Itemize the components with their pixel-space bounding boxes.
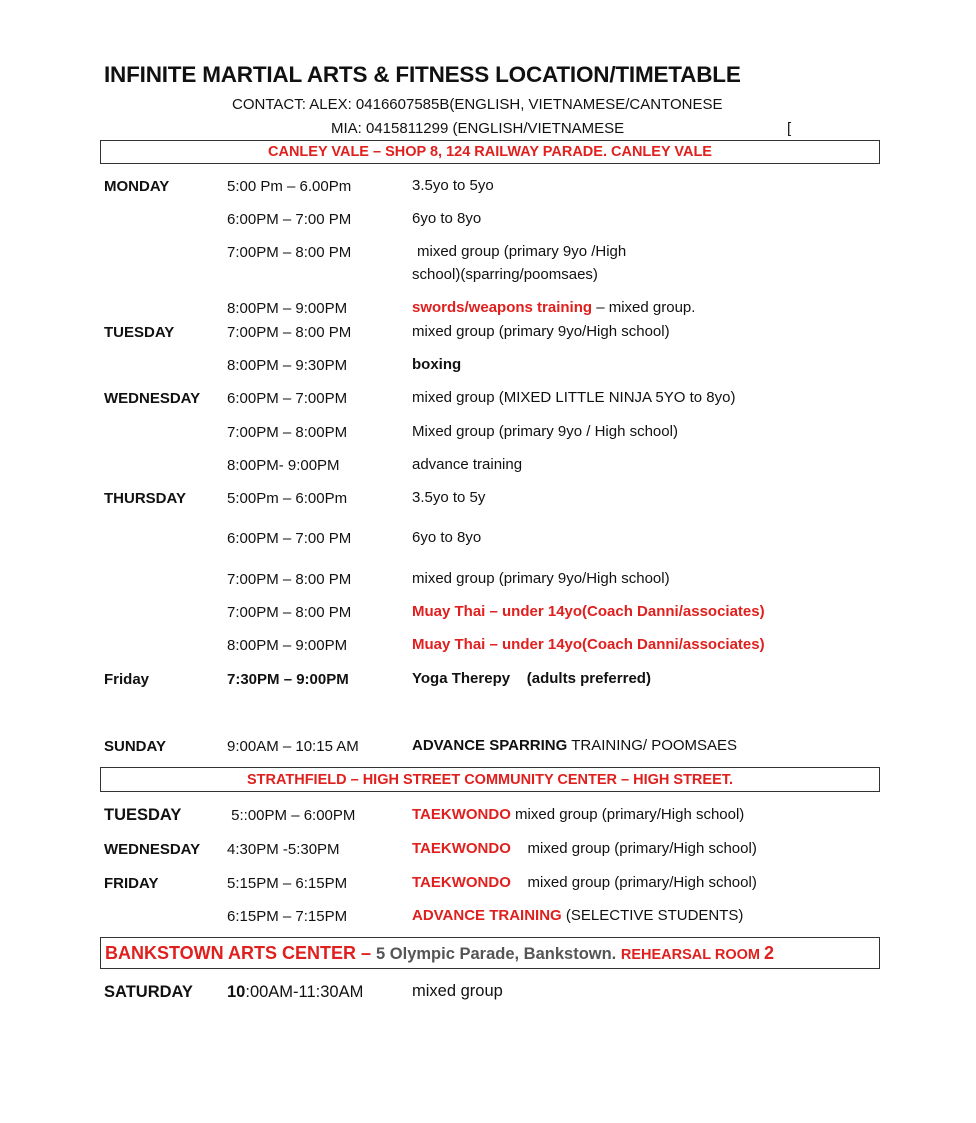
tuesday-class-2: boxing <box>412 356 462 373</box>
bankstown-location-header <box>100 937 880 969</box>
sunday-class-1 <box>412 734 737 757</box>
strathfield-day-friday: FRIDAY <box>104 875 159 892</box>
strathfield-tuesday-time: 5::00PM – 6:00PM <box>227 807 356 824</box>
friday-time-1: 7:30PM – 9:00PM <box>227 671 349 688</box>
strathfield-day-tuesday: TUESDAY <box>104 806 182 824</box>
canley-vale-location-header <box>100 140 880 164</box>
strathfield-day-wednesday: WEDNESDAY <box>104 841 201 858</box>
bankstown-saturday-class: mixed group <box>412 982 503 1000</box>
contact-line-mia: MIA: 0415811299 (ENGLISH/VIETNAMESE <box>331 120 625 137</box>
page-title: INFINITE MARTIAL ARTS & FITNESS LOCATION/TIMETABLE <box>104 62 741 87</box>
monday-class-3-line2: school)(sparring/poomsaes) <box>412 266 598 283</box>
monday-time-3: 7:00PM – 8:00 PM <box>227 244 352 261</box>
thursday-time-5: 8:00PM – 9:00PM <box>227 637 348 654</box>
strathfield-wednesday-class <box>412 837 757 860</box>
thursday-class-4-muay-thai: Muay Thai – under 14yo(Coach Danni/associates) <box>412 603 765 620</box>
bankstown-saturday-time <box>227 983 363 1002</box>
strathfield-tuesday-class-rest: mixed group (primary/High school) <box>510 806 745 823</box>
friday-class-1: Yoga Therepy (adults preferred) <box>412 670 651 687</box>
bankstown-time-rest: :00AM-11:30AM <box>245 983 364 1001</box>
taekwondo-label: TAEKWONDO <box>412 840 511 857</box>
tuesday-class-1: mixed group (primary 9yo/High school) <box>412 323 670 340</box>
tuesday-time-1: 7:00PM – 8:00 PM <box>227 324 352 341</box>
day-thursday: THURSDAY <box>104 490 186 507</box>
thursday-time-2: 6:00PM – 7:00 PM <box>227 530 352 547</box>
monday-time-2: 6:00PM – 7:00 PM <box>227 211 352 228</box>
strathfield-friday-time-2: 6:15PM – 7:15PM <box>227 908 348 925</box>
thursday-class-5-muay-thai: Muay Thai – under 14yo(Coach Danni/associates) <box>412 636 765 653</box>
day-friday: Friday <box>104 671 150 688</box>
wednesday-time-1: 6:00PM – 7:00PM <box>227 390 348 407</box>
bankstown-location-text <box>105 943 774 964</box>
advance-sparring-label: ADVANCE SPARRING <box>412 737 568 754</box>
thursday-time-4: 7:00PM – 8:00 PM <box>227 604 352 621</box>
monday-class-1: 3.5yo to 5yo <box>412 177 494 194</box>
bankstown-venue-name: BANKSTOWN ARTS CENTER – <box>105 943 377 963</box>
thursday-time-1: 5:00Pm – 6:00Pm <box>227 490 348 507</box>
strathfield-friday-class-1 <box>412 871 757 894</box>
monday-time-1: 5:00 Pm – 6.00Pm <box>227 178 352 195</box>
monday-class-4-rest: – mixed group. <box>592 299 696 316</box>
day-wednesday: WEDNESDAY <box>104 390 201 407</box>
bankstown-time-hour: 10 <box>227 983 246 1001</box>
thursday-time-3: 7:00PM – 8:00 PM <box>227 571 352 588</box>
monday-class-2: 6yo to 8yo <box>412 210 482 227</box>
strathfield-wednesday-class-rest: mixed group (primary/High school) <box>510 840 757 857</box>
thursday-class-1: 3.5yo to 5y <box>412 489 486 506</box>
thursday-class-2: 6yo to 8yo <box>412 529 482 546</box>
bankstown-day-saturday: SATURDAY <box>104 983 193 1001</box>
strathfield-friday-time-1: 5:15PM – 6:15PM <box>227 875 348 892</box>
thursday-class-3: mixed group (primary 9yo/High school) <box>412 570 670 587</box>
sunday-time-1: 9:00AM – 10:15 AM <box>227 738 359 755</box>
monday-class-3-line1: mixed group (primary 9yo /High <box>417 243 627 260</box>
weapons-training-label: swords/weapons training <box>412 299 593 316</box>
strathfield-tuesday-class <box>412 803 744 826</box>
sunday-class-1-rest: TRAINING/ POOMSAES <box>567 737 738 754</box>
wednesday-class-3: advance training <box>412 456 523 473</box>
strathfield-location-text: STRATHFIELD – HIGH STREET COMMUNITY CENTER – HIGH STREET. <box>246 772 734 788</box>
bankstown-address: 5 Olympic Parade, Bankstown. <box>376 945 621 963</box>
wednesday-time-3: 8:00PM- 9:00PM <box>227 457 340 474</box>
stray-bracket: [ <box>787 120 792 137</box>
rehearsal-room-number: 2 <box>764 943 775 963</box>
advance-training-label: ADVANCE TRAINING <box>412 907 562 924</box>
wednesday-time-2: 7:00PM – 8:00PM <box>227 424 348 441</box>
day-monday: MONDAY <box>104 178 170 195</box>
wednesday-class-1: mixed group (MIXED LITTLE NINJA 5YO to 8yo) <box>412 389 736 406</box>
strathfield-location-header <box>100 767 880 792</box>
strathfield-friday-class-2 <box>412 904 743 927</box>
strathfield-wednesday-time: 4:30PM -5:30PM <box>227 841 340 858</box>
taekwondo-label: TAEKWONDO <box>412 874 511 891</box>
strathfield-friday-class-2-rest: (SELECTIVE STUDENTS) <box>561 907 744 924</box>
day-tuesday: TUESDAY <box>104 324 175 341</box>
monday-time-4: 8:00PM – 9:00PM <box>227 300 348 317</box>
day-sunday: SUNDAY <box>104 738 166 755</box>
canley-vale-location-text: CANLEY VALE – SHOP 8, 124 RAILWAY PARADE. CANLEY VALE <box>268 144 712 160</box>
taekwondo-label: TAEKWONDO <box>412 806 511 823</box>
wednesday-class-2: Mixed group (primary 9yo / High school) <box>412 423 678 440</box>
contact-line-alex: CONTACT: ALEX: 0416607585B(ENGLISH, VIETNAMESE/CANTONESE <box>232 96 723 113</box>
tuesday-time-2: 8:00PM – 9:30PM <box>227 357 348 374</box>
monday-class-4 <box>412 296 695 319</box>
strathfield-friday-class-1-rest: mixed group (primary/High school) <box>510 874 757 891</box>
rehearsal-room-label: REHEARSAL ROOM <box>620 947 764 963</box>
